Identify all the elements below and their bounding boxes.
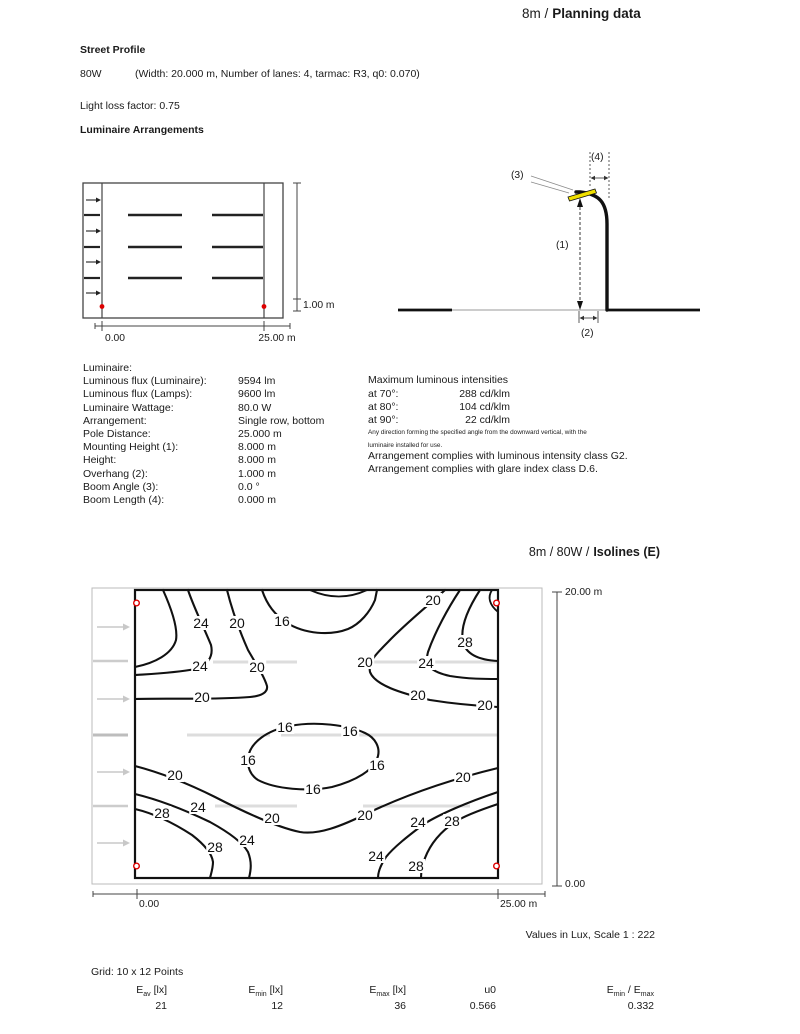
luminaire-data-row — [83, 454, 324, 467]
isoline-value-label: 28 — [154, 805, 170, 821]
data-value: Single row, bottom — [238, 414, 325, 427]
street-name: 80W — [80, 68, 102, 80]
intensity-value: 288 cd/klm — [459, 388, 510, 400]
street-profile-heading: Street Profile — [80, 44, 146, 56]
isoline-value-label: 20 — [264, 810, 280, 826]
height-dimension-line — [293, 183, 301, 311]
isoline-value-label: 24 — [418, 655, 434, 671]
luminaire-data-row — [83, 402, 324, 415]
results-value: 0.566 — [469, 1000, 496, 1012]
intensities-heading: Maximum luminous intensities — [368, 374, 509, 386]
data-value: 9594 lm — [238, 375, 276, 388]
results-value: 12 — [271, 1000, 283, 1012]
iso-dim-right-bottom: 0.00 — [565, 879, 586, 890]
page-title — [522, 6, 641, 21]
data-label: Boom Length (4): — [83, 493, 165, 506]
grid-note: Grid: 10 x 12 Points — [91, 966, 184, 978]
note-line: Any direction forming the specified angle from the downward vertical, with the — [368, 429, 587, 436]
data-label: Boom Angle (3): — [83, 480, 159, 493]
height-dimension-line — [552, 592, 562, 886]
isoline-value-label: 20 — [229, 615, 245, 631]
pole-label-2: (2) — [581, 328, 594, 339]
isoline-value-label: 24 — [190, 799, 206, 815]
data-label: Luminous flux (Lamps): — [83, 388, 193, 401]
road-outline — [83, 183, 283, 318]
results-column-header: $E_{min} / E_{max}$ — [606, 984, 654, 999]
data-value: 0.0 ° — [238, 480, 260, 493]
street-plan-diagram — [75, 175, 345, 355]
angle-label: at 70°: — [368, 388, 399, 400]
intensity-row — [368, 401, 510, 414]
isoline-value-label: 28 — [457, 634, 473, 650]
intensity-value: 104 cd/klm — [459, 401, 510, 414]
compliance-line: Arrangement complies with glare index class D.6. — [368, 463, 598, 476]
intensities-note — [368, 427, 587, 452]
data-label: Overhang (2): — [83, 467, 148, 480]
data-label: Luminaire Wattage: — [83, 401, 174, 414]
luminaire-data-row — [83, 388, 324, 401]
isoline-value-label: 20 — [249, 659, 265, 675]
page-title-prefix: 8m / — [522, 6, 549, 21]
isoline-value-label: 24 — [192, 658, 208, 674]
width-dimension-line — [93, 889, 545, 899]
isoline-value-label: 24 — [193, 615, 209, 631]
luminaire-data-row — [83, 375, 324, 388]
street-description: (Width: 20.000 m, Number of lanes: 4, tarmac: R3, q0: 0.070) — [135, 68, 420, 80]
results-value: 36 — [394, 1000, 406, 1012]
intensity-value: 22 cd/klm — [465, 414, 510, 427]
pole-label-3: (3) — [511, 170, 524, 181]
isoline-value-label: 20 — [357, 654, 373, 670]
data-value: 25.000 m — [238, 427, 282, 440]
scale-note: Values in Lux, Scale 1 : 222 — [525, 929, 655, 941]
data-label: Luminaire: — [83, 362, 133, 374]
luminaire-data-row — [83, 428, 324, 441]
data-value: 1.000 m — [238, 467, 276, 480]
isoline-value-label: 28 — [207, 839, 223, 855]
pole-diagram — [395, 140, 715, 355]
results-value: 0.332 — [627, 1000, 654, 1012]
mounting-height-dimension — [577, 198, 583, 310]
iso-dim-top: 20.00 m — [565, 587, 603, 598]
results-column-header: $E_{av}$ [lx] — [136, 984, 167, 999]
results-column-header: $E_{max}$ [lx] — [369, 984, 406, 999]
lane-divider-stubs — [84, 215, 100, 278]
compliance-block — [368, 450, 628, 476]
luminaire-marker — [262, 304, 267, 309]
profile-x1-label: 25.00 m — [258, 333, 296, 344]
isoline-value-label: 20 — [477, 697, 493, 713]
luminaire-data-row — [83, 468, 324, 481]
isoline-value-label: 20 — [455, 769, 471, 785]
data-value: 8.000 m — [238, 454, 276, 467]
isoline-value-label: 20 — [425, 592, 441, 608]
width-dimension-line — [95, 321, 290, 331]
note-line: luminaire installed for use. — [368, 441, 443, 449]
results-column-header: $E_{min}$ [lx] — [248, 984, 283, 999]
data-label: Arrangement: — [83, 414, 147, 427]
intensity-row — [368, 414, 510, 427]
iso-dim-x1: 25.00 m — [500, 899, 538, 910]
isoline-value-label: 24 — [410, 814, 426, 830]
data-value: 0.000 m — [238, 493, 276, 506]
luminaire-data-rows — [83, 362, 324, 507]
results-value: 21 — [155, 1000, 167, 1012]
arrangements-heading: Luminaire Arrangements — [80, 124, 204, 136]
angle-label: at 90°: — [368, 414, 399, 427]
intensities-rows — [368, 388, 510, 428]
isoline-value-label: 28 — [444, 813, 460, 829]
pole-label-1: (1) — [556, 240, 569, 251]
page-title-main: Planning data — [552, 6, 641, 21]
light-loss-factor: Light loss factor: 0.75 — [80, 100, 180, 112]
luminaire-data-row — [83, 362, 324, 375]
isolines-title — [420, 545, 660, 559]
data-value: 80.0 W — [238, 401, 272, 414]
isoline-value-label: 16 — [240, 752, 256, 768]
angle-label: at 80°: — [368, 401, 399, 414]
overhang-dimension — [579, 311, 598, 323]
isoline-value-label: 20 — [194, 689, 210, 705]
results-column-header: u0 — [484, 984, 496, 996]
isoline-value-label: 16 — [342, 723, 358, 739]
profile-height-label: 1.00 m — [303, 300, 335, 311]
luminaire-data-row — [83, 441, 324, 454]
luminaire-marker — [100, 304, 105, 309]
isoline-value-label: 28 — [408, 858, 424, 874]
isoline-value-label: 20 — [167, 767, 183, 783]
isolines-title-main: Isolines (E) — [593, 545, 660, 559]
luminaire-data-row — [83, 494, 324, 507]
pole — [576, 192, 607, 310]
isoline-value-label: 24 — [368, 848, 384, 864]
isoline-value-label: 16 — [274, 613, 290, 629]
isolines-chart — [85, 580, 660, 925]
lane-divider-dashes — [128, 215, 263, 278]
isoline-value-label: 16 — [277, 719, 293, 735]
data-value: 8.000 m — [238, 441, 276, 454]
data-label: Height: — [83, 454, 117, 467]
isoline-value-label: 16 — [305, 781, 321, 797]
iso-dim-x0: 0.00 — [139, 899, 160, 910]
isoline-value-label: 20 — [410, 687, 426, 703]
isoline-value-label: 24 — [239, 832, 255, 848]
data-label: Mounting Height (1): — [83, 441, 179, 454]
compliance-line: Arrangement complies with luminous intensity class G2. — [368, 450, 628, 462]
data-label: Pole Distance: — [83, 427, 151, 440]
data-value: 9600 lm — [238, 388, 276, 401]
isoline-value-label: 20 — [357, 807, 373, 823]
profile-x0-label: 0.00 — [104, 333, 126, 344]
intensity-row — [368, 388, 510, 401]
data-label: Luminous flux (Luminaire): — [83, 375, 207, 388]
pole-label-4: (4) — [591, 152, 604, 163]
isoline-value-label: 16 — [369, 757, 385, 773]
isolines-title-prefix: 8m / 80W / — [528, 545, 590, 559]
callout-lines — [531, 176, 573, 193]
luminaire-data-row — [83, 415, 324, 428]
luminaire-data-row — [83, 481, 324, 494]
